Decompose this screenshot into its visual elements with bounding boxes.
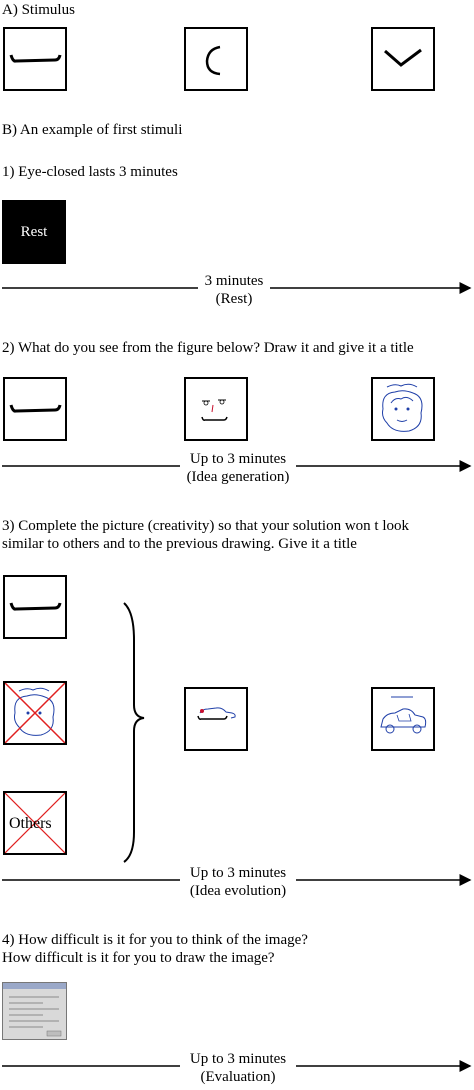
step2-phase: (Idea generation) (186, 469, 290, 485)
step3-phase: (Idea evolution) (189, 883, 287, 899)
step3-final-drawing-box (371, 687, 435, 751)
stimulus-line-box (3, 27, 67, 91)
step1-title: 1) Eye-closed lasts 3 minutes (2, 164, 178, 180)
step3-time: Up to 3 minutes (180, 864, 296, 882)
bracket-stroke-icon (5, 379, 65, 439)
crossed-portrait-icon (5, 683, 65, 743)
car-final-sketch-icon (373, 689, 433, 749)
step4-title-line2: How difficult is it for you to draw the image? (2, 950, 275, 966)
stimulus-arc-box (184, 27, 248, 91)
rest-screen (2, 200, 66, 264)
step3-stimulus-box (3, 575, 67, 639)
stimulus-v-box (371, 27, 435, 91)
questionnaire-form-icon (3, 983, 66, 1039)
step4-time: Up to 3 minutes (180, 1050, 296, 1068)
face-sketch-icon (186, 379, 246, 439)
step4-title-line1: 4) How difficult is it for you to think of the image? (2, 932, 308, 948)
step1-time: 3 minutes (198, 272, 270, 290)
section-a-title: A) Stimulus (2, 2, 75, 18)
bracket-stroke-icon (5, 577, 65, 637)
step4-phase: (Evaluation) (200, 1069, 276, 1085)
step2-time: Up to 3 minutes (180, 450, 296, 468)
step2-portrait-drawing-box (371, 377, 435, 441)
section-b-title: B) An example of first stimuli (2, 122, 183, 138)
others-label: Others (9, 815, 52, 832)
evaluation-questionnaire-thumbnail (2, 982, 67, 1040)
arc-stroke-icon (186, 29, 246, 89)
v-stroke-icon (373, 29, 433, 89)
rest-label: Rest (20, 223, 48, 240)
car-sketch-icon (186, 689, 246, 749)
step2-stimulus-box (3, 377, 67, 441)
step2-face-drawing-box (184, 377, 248, 441)
step3-evolution-drawing-box (184, 687, 248, 751)
step1-phase: (Rest) (215, 291, 253, 307)
bracket-stroke-icon (5, 29, 65, 89)
brace-shape (124, 603, 144, 862)
step3-title-line1: 3) Complete the picture (creativity) so that your solution won t look (2, 518, 409, 534)
step3-previous-drawing-crossed-box (3, 681, 67, 745)
step2-title: 2) What do you see from the figure below? Draw it and give it a title (2, 340, 414, 356)
portrait-sketch-icon (373, 379, 433, 439)
step3-others-crossed-box (3, 791, 67, 855)
step3-title-line2: similar to others and to the previous drawing. Give it a title (2, 536, 357, 552)
